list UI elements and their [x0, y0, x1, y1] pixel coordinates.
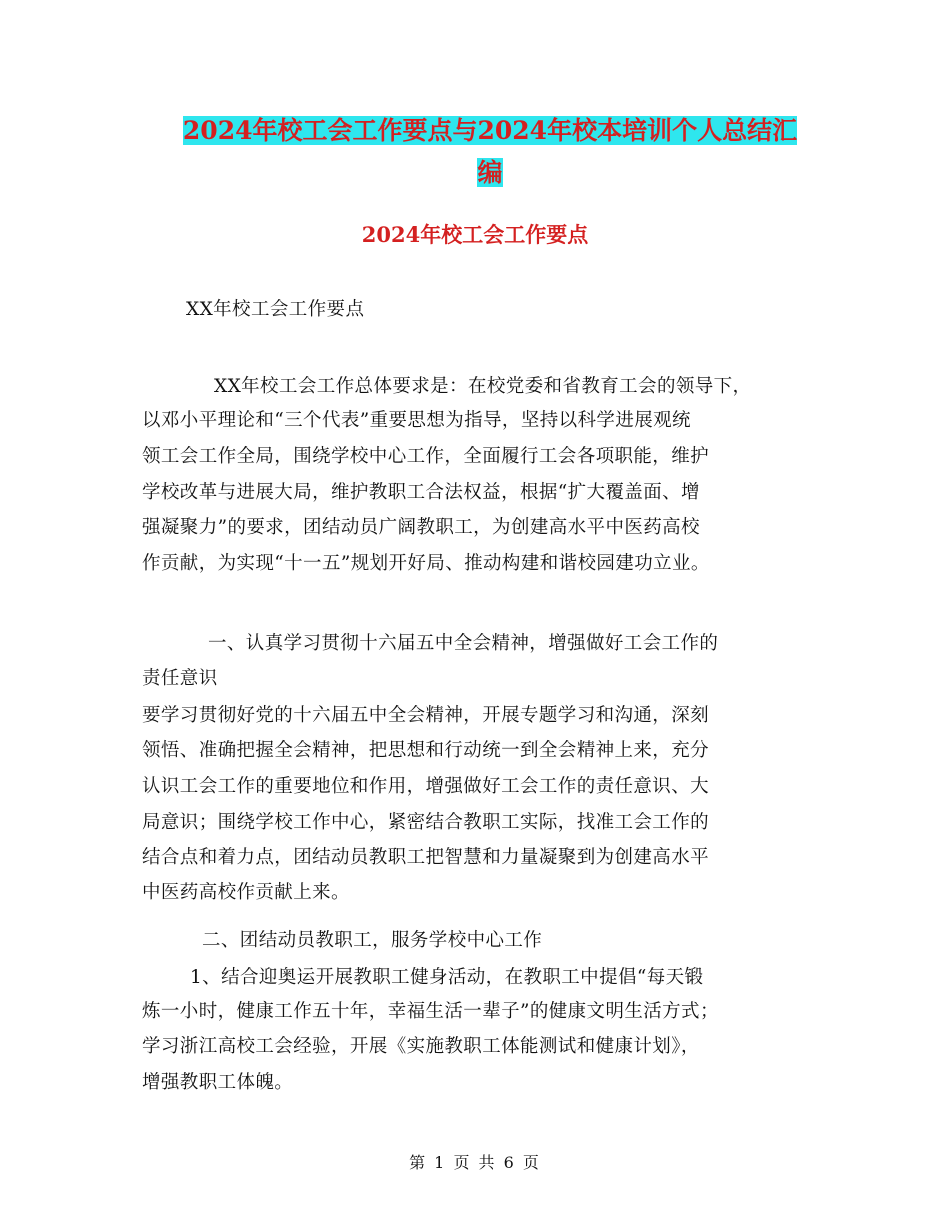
part2-heading: 二、团结动员教职工，服务学校中心工作: [202, 930, 543, 951]
intro-line: XX年校工会工作总体要求是：在校党委和省教育工会的领导下，: [214, 376, 752, 397]
section-title: 2024年校工会工作要点: [361, 222, 589, 247]
part2-item1-line: 学习浙江高校工会经验，开展《实施教职工体能测试和健康计划》，: [142, 1036, 700, 1057]
document-title: [140, 110, 840, 194]
page-footer: 第 1 页 共 6 页: [409, 1153, 541, 1172]
part1-body-line: 中医药高校作贡献上来。: [142, 882, 350, 903]
intro-line: 强凝聚力”的要求，团结动员广阔教职工，为创建高水平中医药高校: [142, 517, 700, 538]
part1-body-line: 局意识；围绕学校工作中心，紧密结合教职工实际，找准工会工作的: [142, 812, 710, 833]
part1-body-line: 要学习贯彻好党的十六届五中全会精神，开展专题学习和沟通，深刻: [142, 705, 710, 726]
part1-body-line: 领悟、准确把握全会精神，把思想和行动统一到全会精神上来，充分: [142, 740, 710, 761]
part1-body-line: 结合点和着力点，团结动员教职工把智慧和力量凝聚到为创建高水平: [142, 847, 710, 868]
intro-line: 作贡献，为实现“十一五”规划开好局、推动构建和谐校园建功立业。: [142, 553, 710, 574]
title-line-1: 2024年校工会工作要点与2024年校本培训个人总结汇: [182, 116, 798, 145]
intro-line: 领工会工作全局，围绕学校中心工作，全面履行工会各项职能，维护: [142, 446, 710, 467]
part1-heading-line: 责任意识: [142, 668, 218, 689]
subheading: XX年校工会工作要点: [186, 299, 365, 320]
title-line-2: 编: [477, 158, 503, 187]
intro-line: 以邓小平理论和“三个代表”重要思想为指导，坚持以科学进展观统: [142, 410, 691, 431]
part1-heading-line: 一、认真学习贯彻十六届五中全会精神，增强做好工会工作的: [208, 633, 719, 654]
part2-item1-line: 炼一小时，健康工作五十年，幸福生活一辈子”的健康文明生活方式；: [142, 1001, 719, 1022]
part2-item1-line: 增强教职工体魄。: [142, 1072, 294, 1093]
part1-body-line: 认识工会工作的重要地位和作用，增强做好工会工作的责任意识、大: [142, 776, 710, 797]
intro-line: 学校改革与进展大局，维护教职工合法权益，根据“扩大覆盖面、增: [142, 482, 700, 503]
part2-item1-line: 1、结合迎奥运开展教职工健身活动，在教职工中提倡“每天锻: [190, 967, 704, 988]
